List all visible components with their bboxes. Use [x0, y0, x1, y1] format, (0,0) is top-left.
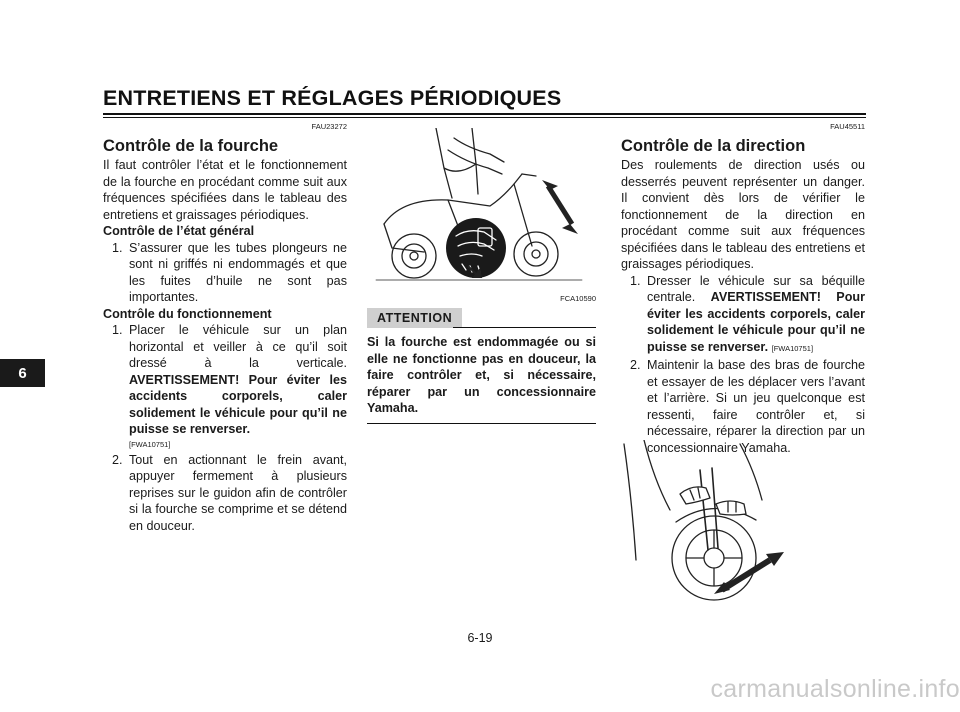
- page-header-title: ENTRETIENS ET RÉGLAGES PÉRIODIQUES: [103, 86, 562, 110]
- warning-text: AVERTISSEMENT! Pour éviter les accidents corporels, caler solidement le véhicule pour qu’il ne puisse se renverser.: [129, 372, 347, 436]
- left-column: [103, 122, 347, 534]
- list-item: [621, 273, 865, 358]
- header-rule: [103, 113, 866, 115]
- attention-rule: [453, 327, 596, 328]
- list-item: [103, 240, 347, 306]
- header-rule-thin: [103, 117, 866, 118]
- list-number: 1.: [112, 240, 123, 255]
- fork-intro-text: Il faut contrôler l’état et le fonctionnement de la fourche en procédant comme suit aux fréquences spécifiées dans le tableau des entretiens et graissages périodiques.: [103, 158, 347, 222]
- warning-text: AVERTISSEMENT! Pour éviter les accidents corporels, caler solidement le véhicule pour qu’il ne puisse se renverser.: [647, 290, 865, 354]
- attention-badge: ATTENTION: [367, 308, 462, 328]
- list-number: 1.: [112, 323, 123, 337]
- warning-code: [FWA10751]: [129, 439, 171, 449]
- list-item-text: Dresser le véhicule sur sa béquille centrale.: [647, 273, 865, 304]
- list-number: 2.: [112, 452, 123, 467]
- list-number: 1.: [630, 273, 641, 288]
- attention-text: Si la fourche est endommagée ou si elle ne fonctionne pas en douceur, la faire contrôler et, si nécessaire, réparer par un concessionnaire Yamaha.: [367, 335, 596, 415]
- attention-end-rule: [367, 423, 596, 424]
- right-column: [621, 122, 865, 456]
- list-item: [103, 452, 347, 535]
- steering-check-illustration: [620, 440, 820, 606]
- list-item-text: Placer le véhicule sur un plan horizontal et veiller à ce qu’il soit dressé à la verticale.: [129, 323, 347, 370]
- steering-intro-text: Des roulements de direction usés ou desserrés peuvent représenter un danger. Il convient dès lors de vérifier le fonctionnement de la direction en procédant comme suit aux fréquences spécifiées dans le tableau des entretiens et graissages périodiques.: [621, 158, 865, 271]
- attention-header: [367, 308, 596, 328]
- middle-column: [367, 294, 596, 424]
- page-number: 6-19: [467, 631, 493, 645]
- list-number: 2.: [630, 358, 641, 372]
- section-code: FAU23272: [311, 122, 347, 131]
- attention-code: FCA10590: [560, 294, 596, 303]
- list-item-text: Tout en actionnant le frein avant, appuyer fermement à plusieurs reprises sur le guidon afin de contrôler si la fourche se comprime et se détend en douceur.: [129, 452, 347, 533]
- subheading-general-condition: Contrôle de l’état général: [103, 224, 255, 238]
- fork-check-illustration: [372, 128, 594, 288]
- section-code: FAU45511: [830, 122, 865, 131]
- list-item-text: Maintenir la base des bras de fourche et essayer de les déplacer vers l’avant et l’arrière. Si un jeu quelconque est ressenti, faire contrôler et, si nécessaire, réparer la direction par un concessionnaire Yamaha.: [647, 358, 865, 455]
- subheading-operation: Contrôle du fonctionnement: [103, 306, 272, 321]
- warning-code: [FWA10751]: [771, 343, 814, 353]
- section-title-fork: Contrôle de la fourche: [103, 137, 279, 155]
- section-title-steering: Contrôle de la direction: [621, 137, 806, 155]
- chapter-tab[interactable]: 6: [0, 359, 45, 387]
- watermark[interactable]: carmanualsonline.info: [710, 675, 960, 703]
- list-item: [103, 322, 347, 452]
- list-item-text: S’assurer que les tubes plongeurs ne sont ni griffés ni endommagés et que les fuites d’huile ne sont pas importantes.: [129, 240, 347, 304]
